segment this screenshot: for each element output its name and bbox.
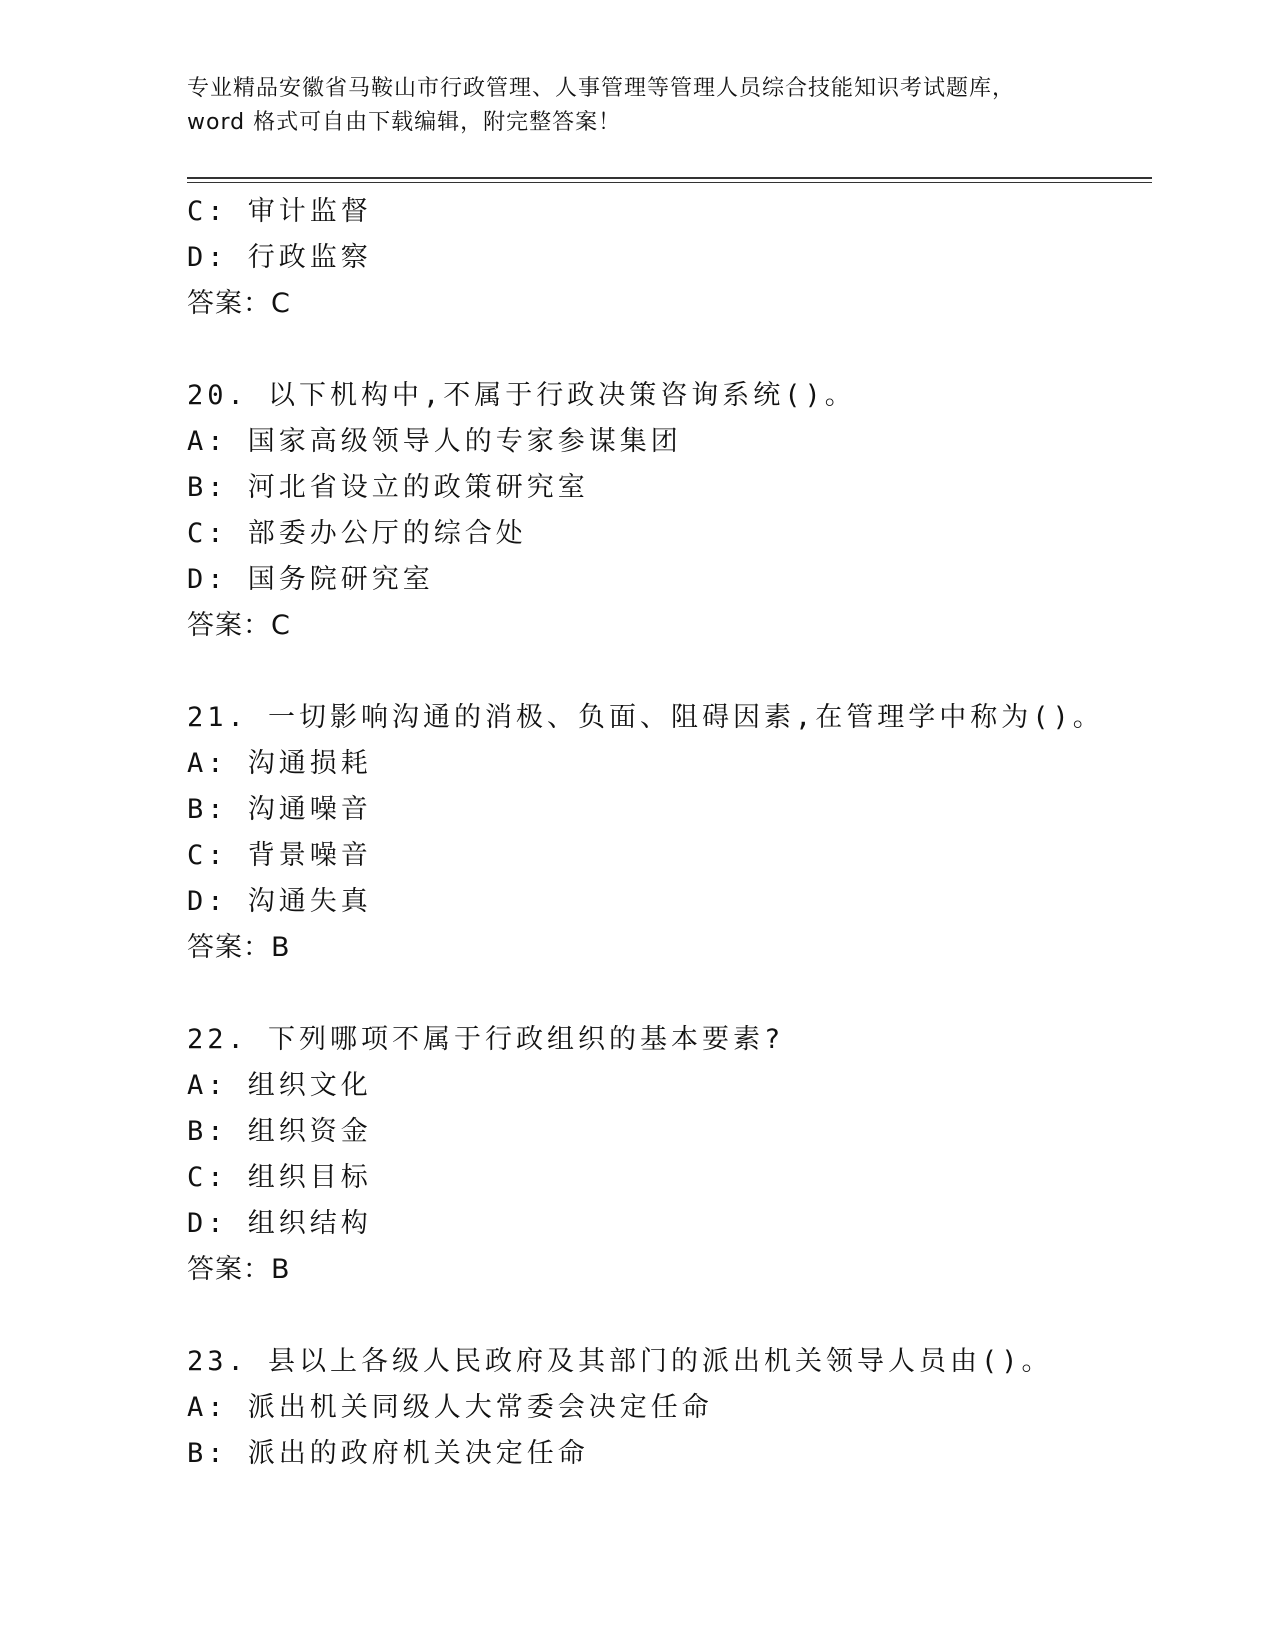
header-line-1: 专业精品安徽省马鞍山市行政管理、人事管理等管理人员综合技能知识考试题库， [187,76,1016,101]
answer-line: 答案：B [187,1254,291,1285]
header-line-2: word 格式可自由下载编辑，附完整答案！ [187,110,622,135]
option-c: C: 组织目标 [187,1162,372,1193]
option-d: D: 国务院研究室 [187,564,434,595]
option-a: A: 国家高级领导人的专家参谋集团 [187,426,682,457]
option-d: D: 组织结构 [187,1208,372,1239]
document-header [187,72,1087,140]
option-d: D: 沟通失真 [187,886,372,917]
option-c: C: 部委办公厅的综合处 [187,518,527,549]
question-22 [187,1017,1147,1293]
answer-line: 答案：C [187,610,291,641]
answer-line: 答案：B [187,932,291,963]
question-stem: 22. 下列哪项不属于行政组织的基本要素? [187,1024,785,1055]
option-b: B: 派出的政府机关决定任命 [187,1438,589,1469]
previous-question-tail [187,189,1147,327]
question-stem: 23. 县以上各级人民政府及其部门的派出机关领导人员由()。 [187,1346,1053,1377]
option-d: D: 行政监察 [187,242,372,273]
question-23 [187,1339,1147,1477]
answer-line: 答案：C [187,288,291,319]
question-content [187,189,1147,1477]
option-a: A: 组织文化 [187,1070,372,1101]
header-divider-thick [187,177,1152,179]
question-stem: 21. 一切影响沟通的消极、负面、阻碍因素,在管理学中称为()。 [187,702,1104,733]
option-a: A: 派出机关同级人大常委会决定任命 [187,1392,713,1423]
option-c: C: 审计监督 [187,196,372,227]
option-b: B: 河北省设立的政策研究室 [187,472,589,503]
option-b: B: 组织资金 [187,1116,372,1147]
option-a: A: 沟通损耗 [187,748,372,779]
question-21 [187,695,1147,971]
question-stem: 20. 以下机构中,不属于行政决策咨询系统()。 [187,380,856,411]
header-divider-thin [187,182,1152,183]
question-20 [187,373,1147,649]
option-c: C: 背景噪音 [187,840,372,871]
option-b: B: 沟通噪音 [187,794,372,825]
